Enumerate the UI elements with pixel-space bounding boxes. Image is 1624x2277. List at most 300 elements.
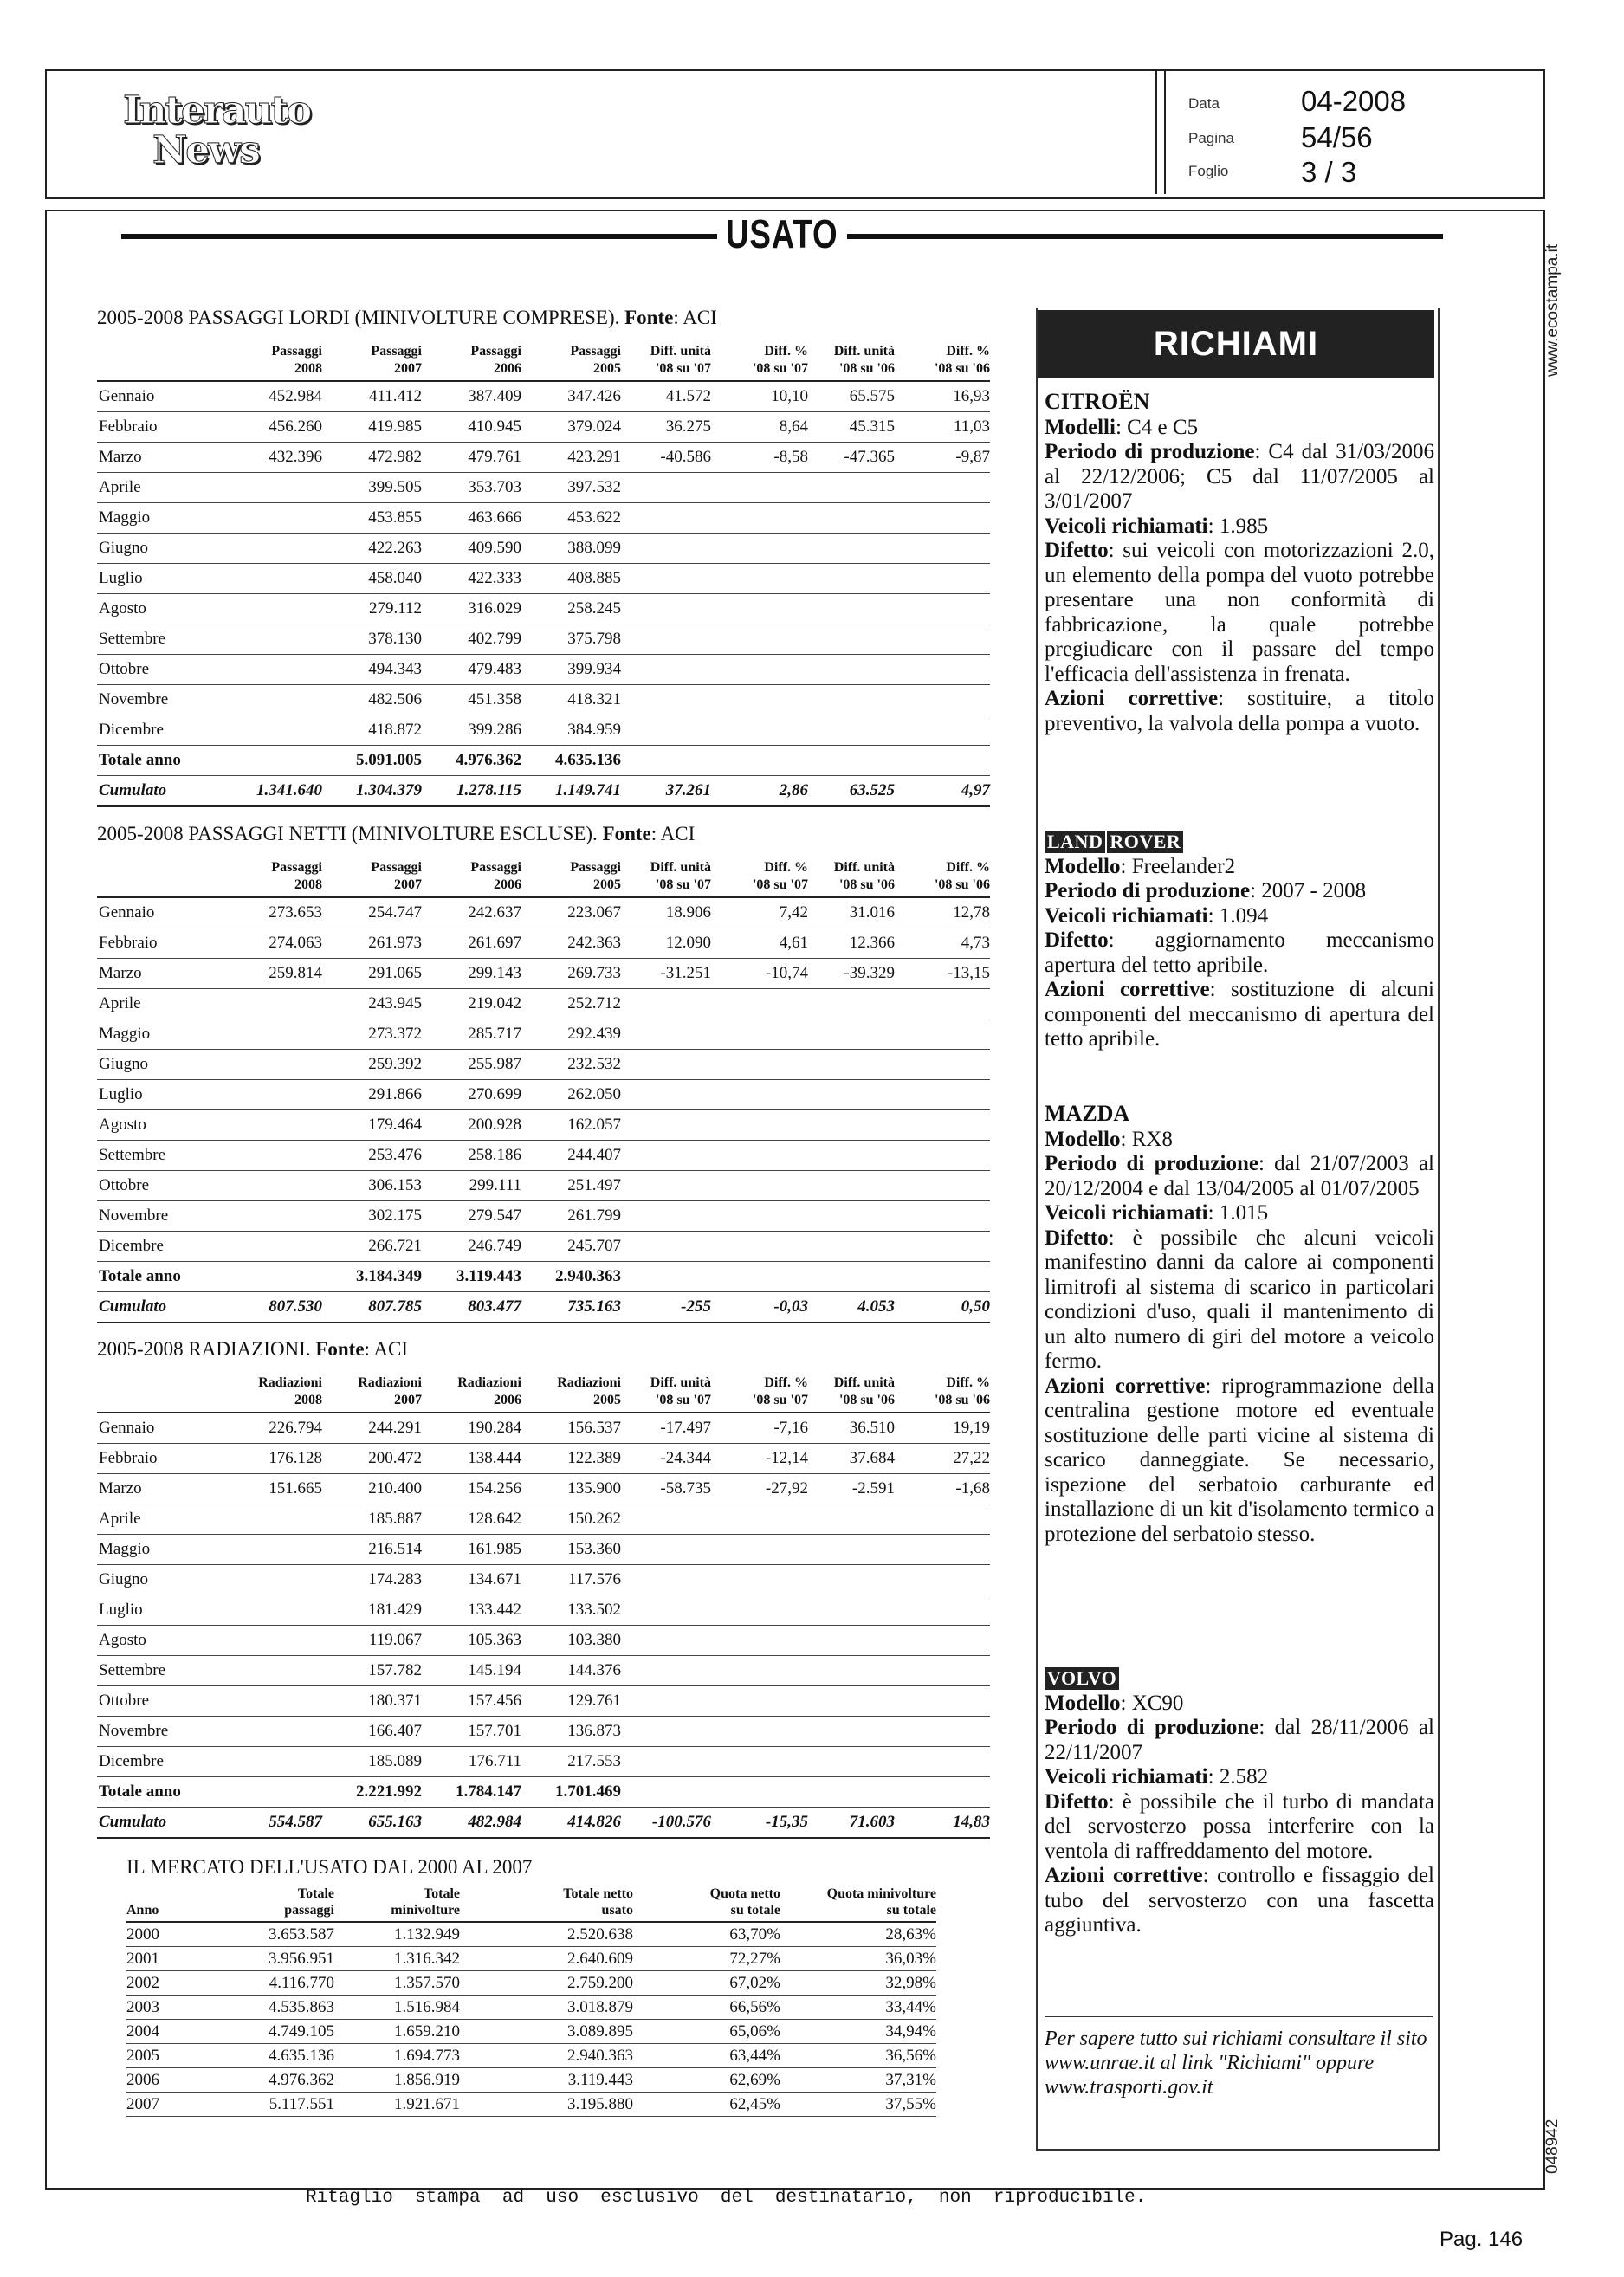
column-header: Diff. unità '08 su '07 [621, 334, 711, 381]
column-header: Diff. % '08 su '06 [895, 1366, 990, 1413]
table-cell: Aprile [97, 1504, 211, 1535]
mazda-periodo: : dal 21/07/2003 al 20/12/2004 e dal 13/04/2005 al 01/07/2005 [1045, 1152, 1434, 1200]
column-header: Diff. unità '08 su '07 [621, 1366, 711, 1413]
table-cell: 166.407 [322, 1717, 422, 1747]
table-cell [711, 1626, 808, 1656]
column-header: Diff. % '08 su '07 [711, 851, 808, 897]
table-cell [211, 503, 322, 534]
table-cell: 379.024 [521, 412, 621, 443]
table-cell: 378.130 [322, 624, 422, 655]
table-cell: 2.221.992 [322, 1777, 422, 1808]
table-cell [895, 1232, 990, 1262]
table-cell [621, 1050, 711, 1080]
header-box [45, 69, 1545, 199]
table-cell: 135.900 [521, 1474, 621, 1504]
table-row [126, 2068, 936, 2093]
table-radiazioni [97, 1366, 990, 1839]
table-cell [211, 624, 322, 655]
table-cell: 479.483 [422, 655, 521, 685]
table-cell: 807.785 [322, 1292, 422, 1323]
table-cell: 2006 [126, 2068, 222, 2093]
table-cell: Cumulato [97, 776, 211, 807]
column-header: Totale netto usato [460, 1880, 633, 1922]
table-cell: 423.291 [521, 443, 621, 473]
table-cell: 279.547 [422, 1201, 521, 1232]
table-cell [621, 594, 711, 624]
table-cell: 291.065 [322, 959, 422, 989]
table-cell: 62,69% [633, 2068, 780, 2093]
table-cell: 479.761 [422, 443, 521, 473]
table-cell [211, 1717, 322, 1747]
table-cell [808, 594, 895, 624]
table-cell: 252.712 [521, 989, 621, 1019]
table-cell: 243.945 [322, 989, 422, 1019]
table-cell: 244.407 [521, 1141, 621, 1171]
table-cell: 180.371 [322, 1686, 422, 1717]
table-radiazioni-title [97, 1338, 408, 1361]
table-cell [808, 1686, 895, 1717]
table-cell: 14,83 [895, 1808, 990, 1839]
table-cell: 251.497 [521, 1171, 621, 1201]
volvo-azioni-label: Azioni correttive [1045, 1864, 1203, 1887]
table-cell [711, 534, 808, 564]
table-cell [895, 1201, 990, 1232]
table-cell [895, 534, 990, 564]
column-header: Diff. % '08 su '06 [895, 851, 990, 897]
table-cell [211, 685, 322, 715]
table-cell [621, 1080, 711, 1110]
recall-mazda [1045, 1102, 1434, 1547]
richiami-banner: RICHIAMI [1038, 310, 1434, 378]
table-cell: 12.366 [808, 928, 895, 959]
table-row [97, 1808, 990, 1839]
table-cell: 216.514 [322, 1535, 422, 1565]
table-cell: -15,35 [711, 1808, 808, 1839]
table-cell: 45.315 [808, 412, 895, 443]
table-cell: -31.251 [621, 959, 711, 989]
table-cell [211, 1595, 322, 1626]
table-cell: Maggio [97, 1535, 211, 1565]
table-cell: -39.329 [808, 959, 895, 989]
table-cell [895, 1262, 990, 1292]
table-cell: 4.053 [808, 1292, 895, 1323]
table-cell: 153.360 [521, 1535, 621, 1565]
table-cell [211, 655, 322, 685]
metadata-box [1155, 71, 1538, 194]
table-cell: 414.826 [521, 1808, 621, 1839]
table-row [97, 1232, 990, 1262]
column-header: Diff. unità '08 su '06 [808, 851, 895, 897]
table-cell: 65.575 [808, 381, 895, 412]
table-cell [711, 1565, 808, 1595]
volvo-modello-label: Modello [1045, 1691, 1121, 1715]
recall-land-rover [1045, 830, 1434, 1052]
volvo-periodo: : dal 28/11/2006 al 22/11/2007 [1045, 1716, 1434, 1764]
citroen-veicoli-label: Veicoli richiamati [1045, 514, 1208, 538]
section-heading [121, 209, 1442, 256]
table-cell [808, 1019, 895, 1050]
table-cell [711, 1232, 808, 1262]
table-cell: 11,03 [895, 412, 990, 443]
table-cell: 136.873 [521, 1717, 621, 1747]
table-cell [621, 534, 711, 564]
section-title: USATO [726, 211, 838, 256]
table-cell: 27,22 [895, 1444, 990, 1474]
table-cell: -10,74 [711, 959, 808, 989]
table-cell [621, 989, 711, 1019]
table-cell: 655.163 [322, 1808, 422, 1839]
table-cell: 65,06% [633, 2020, 780, 2044]
table-cell [711, 1686, 808, 1717]
table-cell: 273.372 [322, 1019, 422, 1050]
table-cell: 32,98% [780, 1971, 936, 1996]
table-cell [808, 534, 895, 564]
table-row [97, 1413, 990, 1444]
citroen-periodo-label: Periodo di produzione [1045, 440, 1255, 463]
logo-line-2: News [152, 128, 259, 172]
table-cell: 31.016 [808, 897, 895, 928]
table-cell [621, 1232, 711, 1262]
table-cell: 422.263 [322, 534, 422, 564]
table-cell [808, 1535, 895, 1565]
table-cell: 36,03% [780, 1947, 936, 1971]
table-row [97, 412, 990, 443]
table-cell: 258.245 [521, 594, 621, 624]
table-cell: Febbraio [97, 928, 211, 959]
table-row [97, 473, 990, 503]
table-cell: 2.520.638 [460, 1922, 633, 1947]
table-row [97, 594, 990, 624]
table-cell: Cumulato [97, 1292, 211, 1323]
table-cell [711, 655, 808, 685]
table-cell [808, 1595, 895, 1626]
table-header-row [97, 1366, 990, 1413]
table-cell: 399.505 [322, 473, 422, 503]
table-cell [895, 1141, 990, 1171]
table-cell: 419.985 [322, 412, 422, 443]
table-cell: 10,10 [711, 381, 808, 412]
table-cell: Gennaio [97, 897, 211, 928]
table-cell: 63,70% [633, 1922, 780, 1947]
table-cell: 254.747 [322, 897, 422, 928]
table-cell: 258.186 [422, 1141, 521, 1171]
table-cell: Marzo [97, 959, 211, 989]
table-cell: Settembre [97, 1141, 211, 1171]
table-cell: Aprile [97, 473, 211, 503]
table-cell [895, 1777, 990, 1808]
table-cell [621, 564, 711, 594]
table-cell: 253.476 [322, 1141, 422, 1171]
table-row [126, 2020, 936, 2044]
table-cell: 1.278.115 [422, 776, 521, 807]
table-cell: 223.067 [521, 897, 621, 928]
mazda-difetto-label: Difetto [1045, 1226, 1109, 1250]
column-header: Diff. % '08 su '07 [711, 334, 808, 381]
table-cell: -100.576 [621, 1808, 711, 1839]
table-cell [808, 1201, 895, 1232]
table-cell: 384.959 [521, 715, 621, 746]
table-cell: Ottobre [97, 1686, 211, 1717]
table-row [97, 1747, 990, 1777]
mazda-periodo-label: Periodo di produzione [1045, 1152, 1258, 1175]
table-cell: 418.321 [521, 685, 621, 715]
table-cell [621, 1019, 711, 1050]
table-cell: 19,19 [895, 1413, 990, 1444]
table-cell: Novembre [97, 685, 211, 715]
table-cell: 4.749.105 [222, 2020, 334, 2044]
table-cell: 2001 [126, 1947, 222, 1971]
table-cell [621, 624, 711, 655]
table-cell: 3.119.443 [460, 2068, 633, 2093]
table-cell: 103.380 [521, 1626, 621, 1656]
table-row [126, 1947, 936, 1971]
table-cell: 3.089.895 [460, 2020, 633, 2044]
table-cell: Totale anno [97, 1262, 211, 1292]
table-radiazioni-source-label: Fonte [315, 1338, 365, 1360]
table-cell: -40.586 [621, 443, 711, 473]
table-row [97, 1171, 990, 1201]
table-cell: 37.261 [621, 776, 711, 807]
table-cell [211, 1565, 322, 1595]
citroen-modelli: : C4 e C5 [1115, 415, 1199, 439]
recall-citroen [1045, 390, 1434, 736]
table-cell: 3.956.951 [222, 1947, 334, 1971]
table-cell: 4.635.136 [222, 2044, 334, 2068]
table-row [97, 1656, 990, 1686]
table-cell: Dicembre [97, 1747, 211, 1777]
column-header [97, 1366, 211, 1413]
table-cell: Cumulato [97, 1808, 211, 1839]
table-cell: -27,92 [711, 1474, 808, 1504]
table-cell [621, 1777, 711, 1808]
table-mercato-usato [126, 1880, 936, 2117]
table-cell: 266.721 [322, 1232, 422, 1262]
table-cell [621, 746, 711, 776]
table-netti-source: : ACI [650, 823, 696, 844]
table-cell: 347.426 [521, 381, 621, 412]
table-row [97, 1777, 990, 1808]
publication-logo [123, 88, 311, 173]
mazda-veicoli: : 1.015 [1207, 1201, 1269, 1225]
table-cell [621, 1171, 711, 1201]
table-cell [621, 1535, 711, 1565]
table-cell [895, 1171, 990, 1201]
table-cell [895, 715, 990, 746]
table-cell [711, 1110, 808, 1141]
table-cell: 5.117.551 [222, 2093, 334, 2117]
table-row [97, 1141, 990, 1171]
table-cell [711, 1777, 808, 1808]
table-cell: -24.344 [621, 1444, 711, 1474]
table-cell [808, 685, 895, 715]
table-cell: 1.357.570 [334, 1971, 460, 1996]
table-cell [211, 1171, 322, 1201]
table-cell: 1.304.379 [322, 776, 422, 807]
table-row [97, 1474, 990, 1504]
citroen-azioni: : sostituire, a titolo preventivo, la valvola della pompa a vuoto. [1045, 687, 1434, 735]
table-row [97, 1080, 990, 1110]
table-cell [711, 685, 808, 715]
table-cell: 133.442 [422, 1595, 521, 1626]
table-cell: 2.940.363 [460, 2044, 633, 2068]
table-cell: 1.516.984 [334, 1996, 460, 2020]
table-cell [895, 594, 990, 624]
table-cell: 1.659.210 [334, 2020, 460, 2044]
brand-mazda: MAZDA [1045, 1101, 1130, 1126]
table-cell: 306.153 [322, 1171, 422, 1201]
table-cell: Giugno [97, 1050, 211, 1080]
table-row [97, 1110, 990, 1141]
table-cell: 432.396 [211, 443, 322, 473]
table-row [97, 1504, 990, 1535]
table-row [97, 1626, 990, 1656]
table-cell [895, 1747, 990, 1777]
table-row [97, 624, 990, 655]
table-row [97, 685, 990, 715]
table-cell [808, 1565, 895, 1595]
table-cell: 7,42 [711, 897, 808, 928]
table-cell: 270.699 [422, 1080, 521, 1110]
table-cell: 181.429 [322, 1595, 422, 1626]
table-cell: -8,58 [711, 443, 808, 473]
table-cell [895, 1686, 990, 1717]
table-cell: 292.439 [521, 1019, 621, 1050]
table-cell: 36.275 [621, 412, 711, 443]
brand-land-rover-part1: LAND [1045, 831, 1107, 853]
table-cell [711, 1504, 808, 1535]
table-cell: 408.885 [521, 564, 621, 594]
table-cell: 176.711 [422, 1747, 521, 1777]
table-cell: 255.987 [422, 1050, 521, 1080]
table-row [97, 897, 990, 928]
table-cell: 554.587 [211, 1808, 322, 1839]
page-number: Pag. 146 [1440, 2228, 1524, 2251]
table-cell: Aprile [97, 989, 211, 1019]
mazda-veicoli-label: Veicoli richiamati [1045, 1201, 1208, 1225]
table-cell: 242.637 [422, 897, 521, 928]
volvo-veicoli-label: Veicoli richiamati [1045, 1765, 1208, 1789]
table-cell [211, 534, 322, 564]
table-cell: 262.050 [521, 1080, 621, 1110]
table-row [97, 928, 990, 959]
table-passaggi-lordi [97, 334, 990, 807]
table-cell: 226.794 [211, 1413, 322, 1444]
table-cell: 269.733 [521, 959, 621, 989]
landrover-difetto: : aggiornamento meccanismo apertura del tetto apribile. [1045, 928, 1434, 977]
table-row [126, 1971, 936, 1996]
heading-rule-left [121, 234, 717, 239]
table-cell: 3.653.587 [222, 1922, 334, 1947]
table-cell: 119.067 [322, 1626, 422, 1656]
landrover-difetto-label: Difetto [1045, 928, 1109, 952]
table-cell [211, 1626, 322, 1656]
table-cell: 259.814 [211, 959, 322, 989]
table-cell [895, 624, 990, 655]
table-cell: 2007 [126, 2093, 222, 2117]
table-lordi-title-text: 2005-2008 PASSAGGI LORDI (MINIVOLTURE COMPRESE). [97, 307, 625, 328]
table-cell: 399.286 [422, 715, 521, 746]
table-cell: 273.653 [211, 897, 322, 928]
table-cell: 4,73 [895, 928, 990, 959]
table-cell: 2002 [126, 1971, 222, 1996]
volvo-azioni: : controllo e fissaggio del tubo del servosterzo con una fascetta aggiuntiva. [1045, 1864, 1434, 1937]
table-cell: 4.635.136 [521, 746, 621, 776]
table-cell: 63.525 [808, 776, 895, 807]
table-cell: 117.576 [521, 1565, 621, 1595]
table-cell [711, 989, 808, 1019]
landrover-periodo-label: Periodo di produzione [1045, 879, 1251, 902]
table-cell [895, 746, 990, 776]
table-cell: 151.665 [211, 1474, 322, 1504]
table-row [97, 1444, 990, 1474]
table-cell: Totale anno [97, 1777, 211, 1808]
table-cell: 482.506 [322, 685, 422, 715]
table-cell: 2.759.200 [460, 1971, 633, 1996]
table-cell [621, 1110, 711, 1141]
table-cell [621, 685, 711, 715]
table-cell: 261.697 [422, 928, 521, 959]
table-cell: Maggio [97, 1019, 211, 1050]
table-cell [808, 1747, 895, 1777]
table-cell: 62,45% [633, 2093, 780, 2117]
table-cell: 156.537 [521, 1413, 621, 1444]
table-cell: Giugno [97, 1565, 211, 1595]
table-cell: 245.707 [521, 1232, 621, 1262]
table-cell [711, 594, 808, 624]
table-cell: Novembre [97, 1201, 211, 1232]
table-cell [211, 746, 322, 776]
table-cell: Ottobre [97, 1171, 211, 1201]
volvo-difetto: : è possibile che il turbo di mandata del servosterzo possa interferire con la ventola di raffreddamento del motore. [1045, 1789, 1434, 1863]
column-header: Diff. unità '08 su '06 [808, 334, 895, 381]
table-cell: 8,64 [711, 412, 808, 443]
table-cell: 4,61 [711, 928, 808, 959]
column-header: Diff. unità '08 su '07 [621, 851, 711, 897]
table-cell: 422.333 [422, 564, 521, 594]
table-cell [808, 624, 895, 655]
table-cell: Marzo [97, 1474, 211, 1504]
table-cell: 34,94% [780, 2020, 936, 2044]
table-cell [711, 1201, 808, 1232]
mazda-azioni: : riprogrammazione della centralina gestione motore ed eventuale sostituzione delle parti vicine al sistema di scarico danneggiate. Se necessario, ispezione del serbatoio carburante ed installazione di un kit d'isolamento termico a protezione del serbatoio stesso. [1045, 1374, 1434, 1546]
table-cell [895, 1717, 990, 1747]
table-cell [808, 1777, 895, 1808]
table-row [126, 1996, 936, 2020]
table-row [97, 1292, 990, 1323]
table-row [97, 1050, 990, 1080]
table-passaggi-netti [97, 851, 990, 1323]
table-cell: 129.761 [521, 1686, 621, 1717]
table-cell [211, 1535, 322, 1565]
table-cell [808, 1656, 895, 1686]
table-cell [711, 1019, 808, 1050]
table-cell: 105.363 [422, 1626, 521, 1656]
table-cell: -58.735 [621, 1474, 711, 1504]
landrover-veicoli: : 1.094 [1207, 903, 1269, 928]
meta-pagina-label: Pagina [1188, 130, 1234, 146]
table-row [97, 1019, 990, 1050]
brand-citroen: CITROËN [1045, 389, 1150, 414]
table-cell [211, 1262, 322, 1292]
table-cell: 388.099 [521, 534, 621, 564]
column-header: Radiazioni 2006 [422, 1366, 521, 1413]
landrover-azioni: : sostituzione di alcuni componenti del meccanismo di apertura del tetto apribile. [1045, 978, 1434, 1051]
table-cell [711, 1141, 808, 1171]
table-row [97, 1201, 990, 1232]
table-cell [895, 685, 990, 715]
table-cell [895, 1080, 990, 1110]
table-cell [808, 503, 895, 534]
